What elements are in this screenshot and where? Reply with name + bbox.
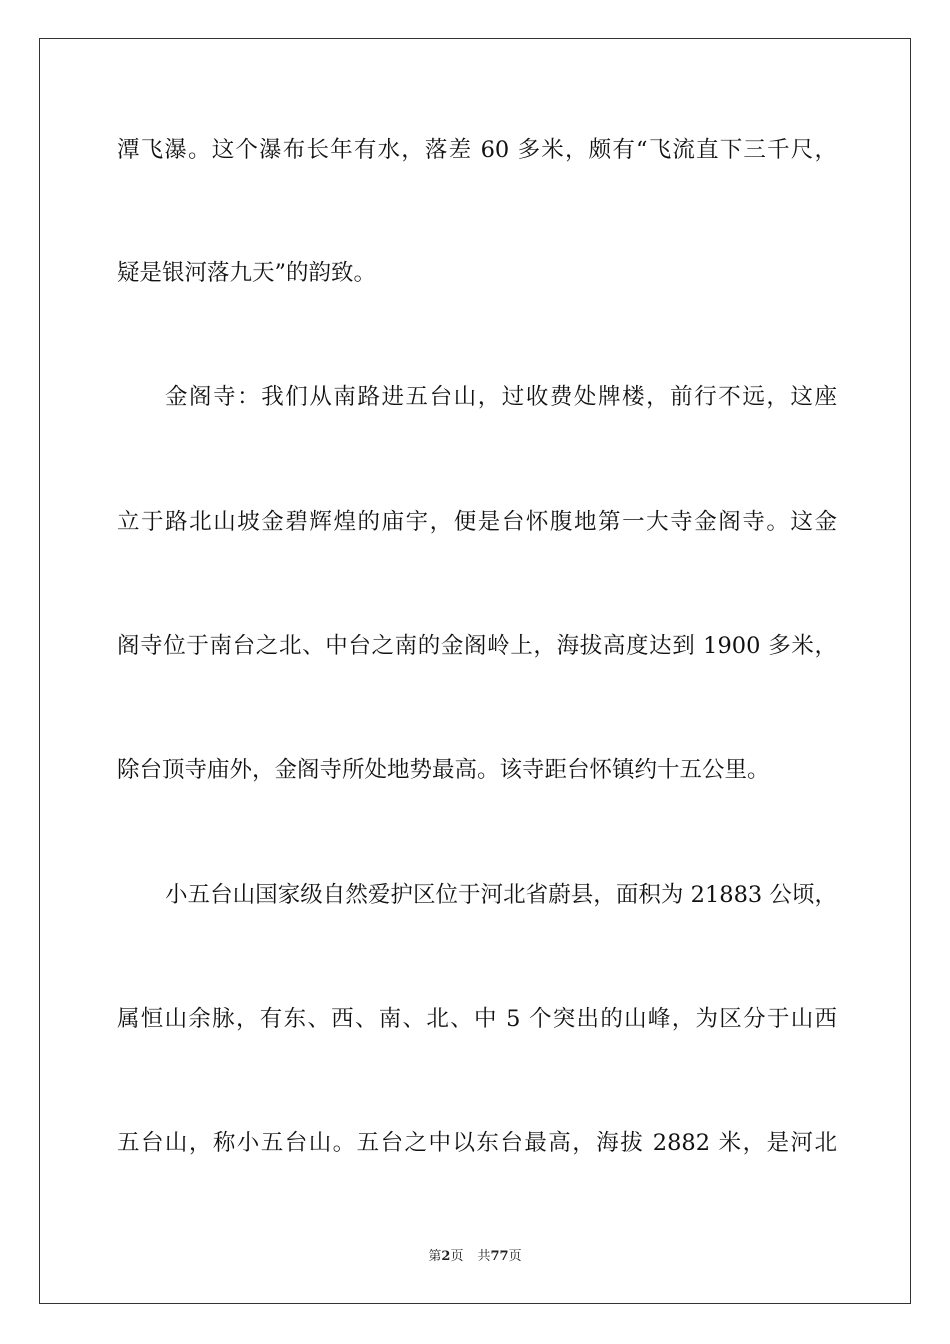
text-line: 五台山，称小五台山。五台之中以东台最高，海拔 2882 米，是河北 [117, 1130, 837, 1156]
total-pages: 77 [490, 1249, 509, 1264]
paragraph-first-line: 金阁寺：我们从南路进五台山，过收费处牌楼，前行不远，这座 [165, 384, 837, 410]
text-line: 阁寺位于南台之北、中台之南的金阁岭上，海拔高度达到 1900 多米， [117, 633, 837, 659]
text-line: 疑是银河落九天”的韵致。 [117, 260, 377, 286]
page-prefix: 第 [428, 1249, 442, 1264]
paragraph-first-line: 小五台山国家级自然爱护区位于河北省蔚县，面积为 21883 公顷， [165, 882, 837, 908]
text-line: 立于路北山坡金碧辉煌的庙宇，便是台怀腹地第一大寺金阁寺。这金 [117, 509, 837, 535]
text-line: 属恒山余脉，有东、西、南、北、中 5 个突出的山峰，为区分于山西 [117, 1006, 837, 1032]
page-suffix: 页 [450, 1249, 464, 1264]
page-border [39, 38, 911, 1304]
page-number: 2 [441, 1249, 451, 1264]
total-suffix: 页 [508, 1249, 522, 1264]
page-footer [0, 1248, 950, 1266]
text-line: 除台顶寺庙外，金阁寺所处地势最高。该寺距台怀镇约十五公里。 [117, 757, 770, 783]
text-line: 潭飞瀑。这个瀑布长年有水，落差 60 多米，颇有“飞流直下三千尺， [117, 137, 837, 163]
total-prefix: 共 [477, 1249, 491, 1264]
